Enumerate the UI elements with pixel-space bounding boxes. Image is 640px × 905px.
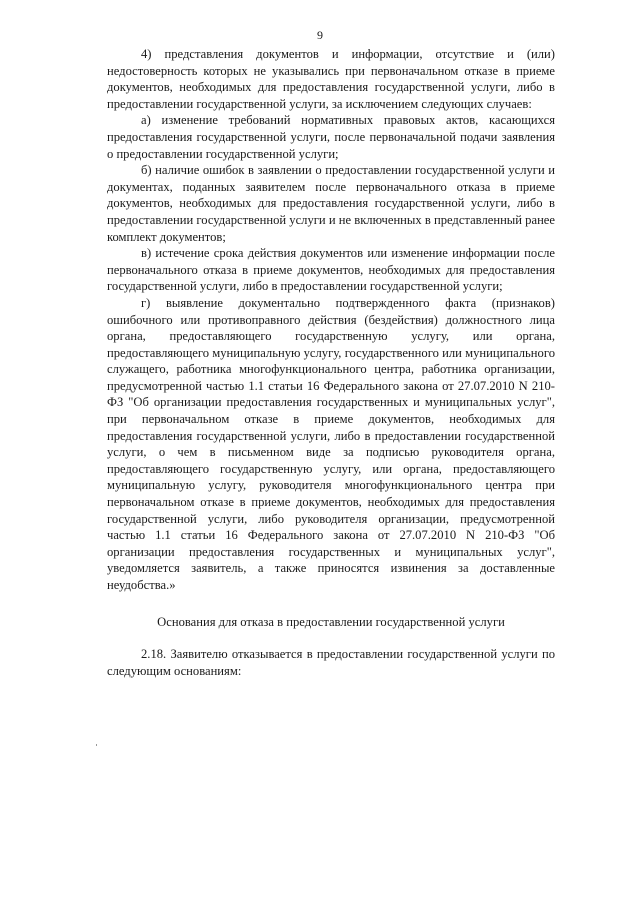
paragraph-subitem-b: б) наличие ошибок в заявлении о предоставлении государственной услуги и документах, поданных заявителем после первоначального отказа в приеме документов, необходимых для предоставления государственной услуги, либо в предоставлении государственной услуги и не включенных в представленный ранее комплект документов; — [107, 163, 555, 244]
paragraph-subitem-v: в) истечение срока действия документов или изменение информации после первоначального отказа в приеме документов, необходимых для предоставления государственной услуги, либо в предоставлении государственной услуги; — [107, 246, 555, 294]
clause-2-18-text: 2.18. Заявителю отказывается в предоставлении государственной услуги по следующим основаниям: — [107, 647, 555, 678]
paragraph-subitem-g: г) выявление документально подтвержденного факта (признаков) ошибочного или противоправного действия (бездействия) должностного лица органа, предоставляющего государственную услугу, или органа, предоставляющего муниципальную услугу, государственного или муниципального служащего, работника многофункционального центра, работника организации, предусмотренной частью 1.1 статьи 16 Федерального закона от 27.07.2010 N 210-ФЗ "Об организации предоставления государственных и муниципальных услуг", при первоначальном отказе в приеме документов, необходимых для предоставления государственной услуги, либо в предоставлении государственной услуги, о чем в письменном виде за подписью руководителя органа, предоставляющего государственную услугу, или органа, предоставляющего муниципальную услугу, руководителя многофункционального центра при первоначальном отказе в приеме документов, необходимых для предоставления государственной услуги, либо руководителя организации, предусмотренной частью 1.1 статьи 16 Федерального закона от 27.07.2010 N 210-ФЗ "Об организации предоставления государственных и муниципальных услуг", уведомляется заявитель, а также приносятся извинения за доставленные неудобства.» — [107, 295, 555, 592]
paragraph-subitem-a: а) изменение требований нормативных правовых актов, касающихся предоставления государственной услуги, после первоначальной подачи заявления о предоставлении государственной услуги; — [107, 113, 555, 161]
page-number: 9 — [317, 28, 323, 42]
section-heading: Основания для отказа в предоставлении государственной услуги — [157, 615, 505, 629]
paragraph-item-4: 4) представления документов и информации, отсутствие и (или) недостоверность которых не указывались при первоначальном отказе в приеме документов, необходимых для предоставления государственной услуги, либо в предоставлении государственной услуги, за исключением следующих случаев: — [107, 47, 555, 111]
scan-speck — [96, 744, 97, 746]
document-body — [107, 46, 555, 594]
clause-2-18 — [107, 646, 555, 679]
